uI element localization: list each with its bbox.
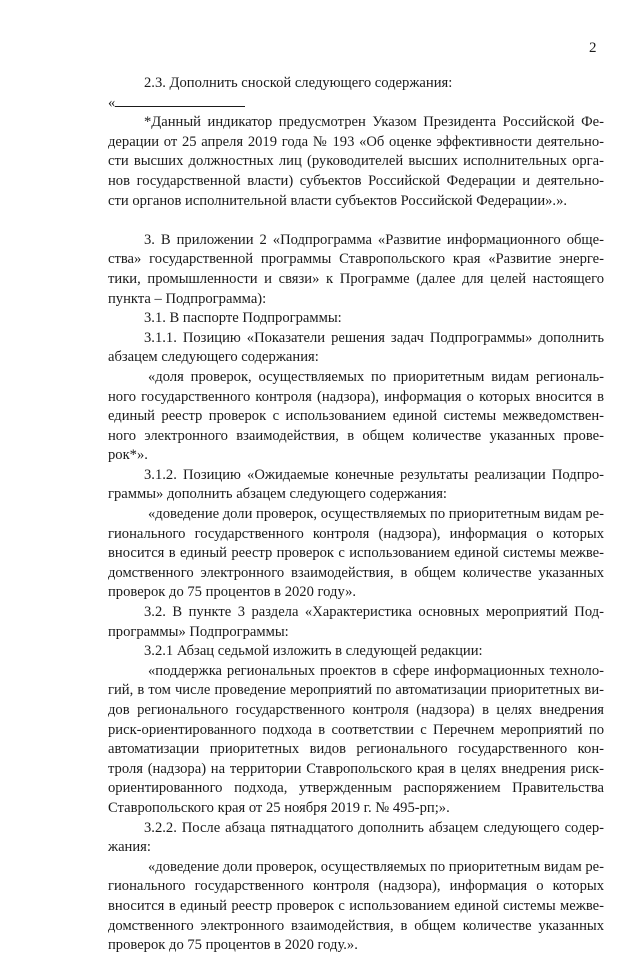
text-line-content: граммы» дополнить абзацем следующего содержания: — [108, 486, 447, 503]
text-line-content: «доведение доли проверок, осуществляемых по приоритетным видам ре- — [148, 506, 604, 523]
text-line — [108, 525, 604, 545]
text-line-content: абзацем следующего содержания: — [108, 349, 319, 366]
text-line-content: 2.3. Дополнить сноской следующего содержания: — [144, 75, 453, 91]
text-line-content: «доведение доли проверок, осуществляемых по приоритетным видам ре- — [148, 858, 604, 875]
text-line-content: домственного электронного взаимодействия, в общем количестве указанных — [108, 917, 604, 934]
text-line-content: «доля проверок, осуществляемых по приоритетным видам региональ- — [148, 368, 604, 385]
text-line-content: сти органов исполнительной власти субъектов Российской Федерации».». — [108, 192, 568, 209]
text-line — [108, 760, 604, 780]
text-line — [108, 485, 604, 505]
text-line-content: пункта – Подпрограмма): — [108, 290, 267, 307]
text-line-content: 3.1.1. Позицию «Показатели решения задач Подпрограммы» дополнить — [144, 329, 604, 346]
text-line — [108, 270, 604, 290]
text-line — [108, 74, 604, 94]
text-line-content: сти высших должностных лиц (руководителей высших исполнительных орга- — [108, 153, 604, 170]
text-line-content: рок*». — [108, 447, 148, 464]
text-line — [108, 388, 604, 408]
text-line-content: проверок до 75 процентов в 2020 году.». — [108, 937, 358, 954]
text-line-content: проверок до 75 процентов в 2020 году». — [108, 584, 357, 601]
text-line-content: дерации от 25 апреля 2019 года № 193 «Об оценке эффективности деятельно- — [108, 133, 604, 150]
text-line-content: гий, в том числе проведение мероприятий по автоматизации приоритетных ви- — [108, 682, 604, 699]
text-line-content: ства» государственной программы Ставропольского края «Развитие энерге- — [108, 251, 604, 268]
text-line — [108, 603, 604, 623]
text-line-content: 3.2.1 Абзац седьмой изложить в следующей редакции: — [144, 643, 483, 660]
text-line-content: 3.1.2. Позицию «Ожидаемые конечные результаты реализации Подпро- — [144, 466, 604, 483]
text-line-content: «поддержка региональных проектов в сфере информационных техноло- — [148, 662, 604, 679]
text-line-content: нов государственной власти) субъектов Российской Федерации и деятельно- — [108, 172, 604, 189]
text-line-content: « — [108, 94, 116, 111]
text-line-content: жания: — [108, 839, 151, 856]
text-line — [108, 740, 604, 760]
text-line — [108, 721, 604, 741]
text-line — [108, 819, 604, 839]
text-line — [108, 231, 604, 251]
text-line — [108, 152, 604, 172]
text-line — [108, 329, 604, 349]
page-number: 2 — [589, 40, 597, 56]
text-line — [108, 681, 604, 701]
text-line-content: ного государственного контроля (надзора), информация о которых вносится в — [108, 388, 604, 405]
text-line — [108, 446, 604, 466]
text-line — [108, 172, 604, 192]
text-line-content: Ставропольского края от 25 ноября 2019 г. № 495-рп;». — [108, 799, 450, 816]
text-line-content: тики, промышленности и связи» к Программе (далее для целей настоящего — [108, 270, 604, 287]
text-line — [108, 309, 604, 329]
text-line-content: 3.1. В паспорте Подпрограммы: — [144, 310, 342, 327]
text-line — [108, 662, 604, 682]
text-line — [108, 564, 604, 584]
text-line — [108, 427, 604, 447]
text-line-content: дов регионального государственного контроля (надзора) в целях внедрения — [108, 702, 604, 718]
text-line — [108, 505, 604, 525]
text-line — [108, 544, 604, 564]
text-line-content: гионального государственного контроля (надзора), информация о которых — [108, 525, 604, 542]
text-line — [108, 858, 604, 878]
paragraph-gap — [108, 211, 604, 231]
text-line — [108, 877, 604, 897]
text-line — [108, 779, 604, 799]
text-line-content: вносится в единый реестр проверок с использованием единой системы межве- — [108, 545, 604, 562]
text-line-content: 3. В приложении 2 «Подпрограмма «Развитие информационного обще- — [144, 231, 604, 248]
text-line — [108, 917, 604, 937]
text-line-content: *Данный индикатор предусмотрен Указом Президента Российской Фе- — [144, 114, 604, 131]
text-line-content: 3.2. В пункте 3 раздела «Характеристика основных мероприятий Под- — [144, 604, 604, 621]
text-line — [108, 250, 604, 270]
text-line — [108, 133, 604, 153]
text-line — [108, 368, 604, 388]
text-line — [108, 799, 604, 819]
text-line-content: риск-ориентированного подхода в соответствии с Перечнем мероприятий по — [108, 721, 604, 738]
text-line-content: 3.2.2. После абзаца пятнадцатого дополнить абзацем следующего содер- — [144, 819, 604, 836]
text-line — [108, 623, 604, 643]
text-line — [108, 936, 604, 956]
text-line-content: программы» Подпрограммы: — [108, 623, 289, 640]
text-line — [108, 113, 604, 133]
text-line — [108, 407, 604, 427]
text-line — [108, 290, 604, 310]
text-line — [108, 192, 604, 212]
text-line-content: домственного электронного взаимодействия, в общем количестве указанных — [108, 564, 604, 581]
text-line-content: ориентированного подхода, утвержденным распоряжением Правительства — [108, 780, 604, 797]
text-line — [108, 838, 604, 858]
text-line-content: автоматизации приоритетных видов регионального государственного кон- — [108, 741, 604, 758]
text-line — [108, 642, 604, 662]
document-body — [108, 74, 604, 956]
text-line — [108, 701, 604, 721]
text-line-content: гионального государственного контроля (надзора), информация о которых — [108, 878, 604, 895]
text-line-content: троля (надзора) на территории Ставропольского края в целях внедрения риск- — [108, 760, 604, 777]
text-line — [108, 583, 604, 603]
footnote-separator-line — [115, 94, 245, 107]
text-line-content: ного электронного взаимодействия, в общем количестве указанных прове- — [108, 427, 604, 444]
text-line — [108, 466, 604, 486]
text-line-content: вносится в единый реестр проверок с использованием единой системы межве- — [108, 897, 604, 914]
text-line — [108, 348, 604, 368]
text-line — [108, 94, 604, 114]
text-line-content: единый реестр проверок с использованием единой системы межведомствен- — [108, 408, 604, 425]
